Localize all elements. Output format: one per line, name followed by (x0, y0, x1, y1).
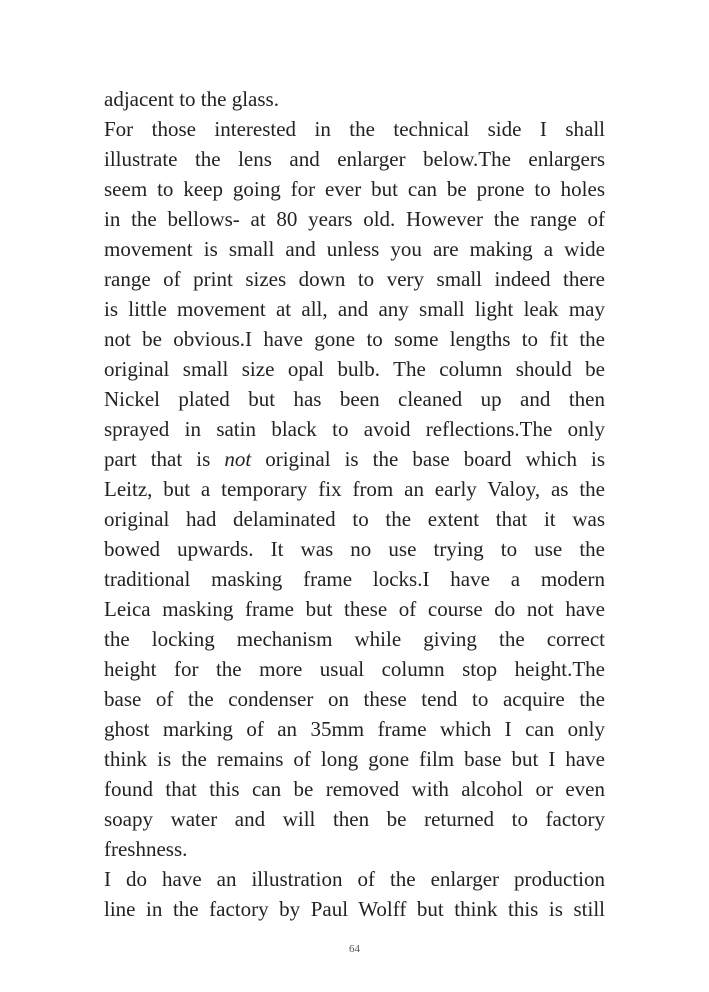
text-line: bowed upwards. It was no use trying to use the (104, 537, 605, 561)
text-line: Leitz, but a temporary fix from an early Valoy, as the (104, 477, 605, 501)
text-line: part that is not original is the base board which is (104, 447, 606, 471)
emphasis: not (224, 447, 252, 471)
text-line: movement is small and unless you are making a wide (104, 237, 605, 261)
text-line: soapy water and will then be returned to factory (104, 807, 605, 831)
text-line: original small size opal bulb. The column should be (104, 357, 605, 381)
text-line: Leica masking frame but these of course do not have (104, 597, 605, 621)
text-line: sprayed in satin black to avoid reflections.The only (104, 417, 605, 441)
text-line: the locking mechanism while giving the correct (104, 627, 605, 651)
text-line: original had delaminated to the extent that it was (104, 507, 605, 531)
text-line: traditional masking frame locks.I have a modern (104, 567, 605, 591)
text-line: I do have an illustration of the enlarger production (104, 867, 605, 891)
text-line: line in the factory by Paul Wolff but think this is still (104, 897, 605, 921)
body-text (104, 84, 605, 924)
text-line: ghost marking of an 35mm frame which I can only (104, 717, 605, 741)
text-line: Nickel plated but has been cleaned up and then (104, 387, 605, 411)
text-line: adjacent to the glass. (104, 87, 279, 111)
text-line: freshness. (104, 837, 188, 861)
text-line: seem to keep going for ever but can be prone to holes (104, 177, 605, 201)
text-line: For those interested in the technical side I shall (104, 117, 605, 141)
page-number: 64 (349, 943, 360, 955)
text-line: height for the more usual column stop height.The (104, 657, 605, 681)
text-line: think is the remains of long gone film base but I have (104, 747, 605, 771)
text-line: range of print sizes down to very small indeed there (104, 267, 605, 291)
text-line: found that this can be removed with alcohol or even (104, 777, 605, 801)
text-line: is little movement at all, and any small light leak may (104, 297, 605, 321)
text-line: not be obvious.I have gone to some lengths to fit the (104, 327, 605, 351)
text-line: base of the condenser on these tend to acquire the (104, 687, 605, 711)
text-line: in the bellows- at 80 years old. However the range of (104, 207, 605, 231)
text-line: illustrate the lens and enlarger below.The enlargers (104, 147, 605, 171)
